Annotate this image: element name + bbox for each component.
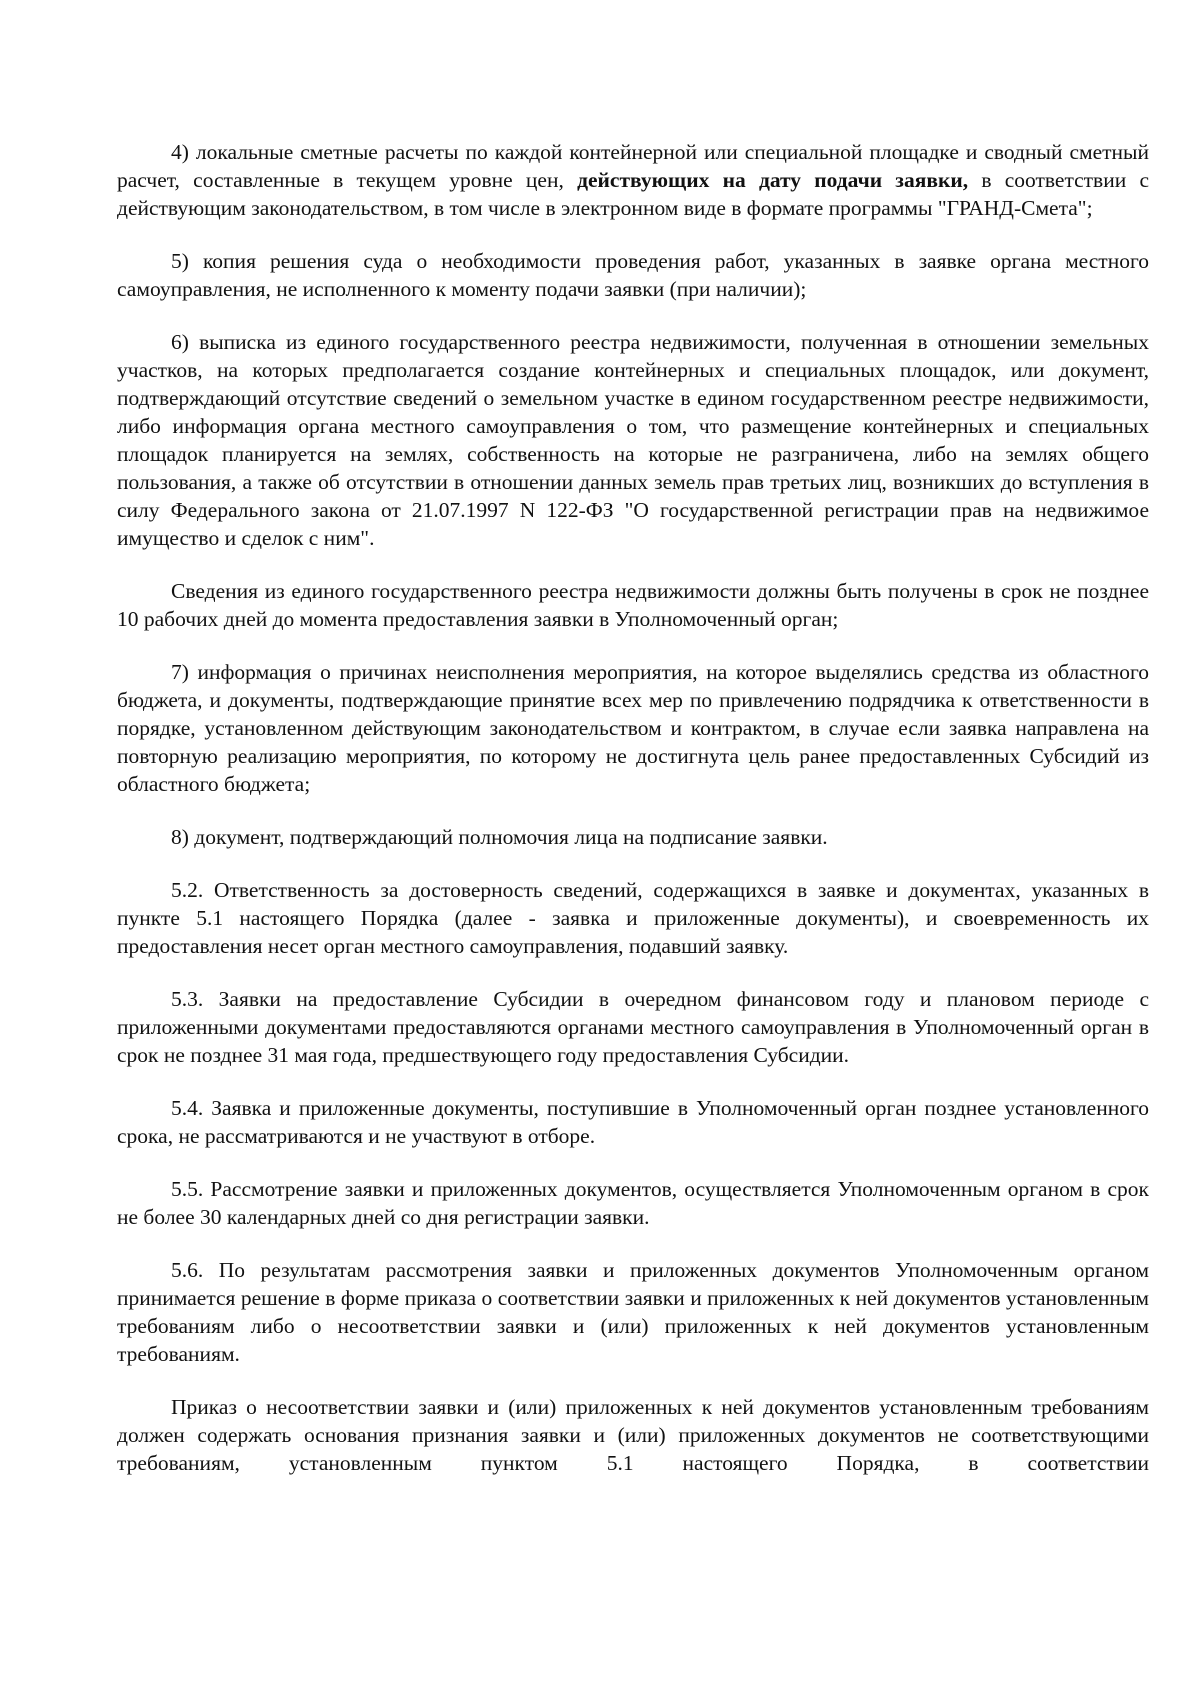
item-4-text-end: в соответствии с действующим законодательством, в том числе в электронном виде в формате программы "ГРАНД-Смета"; [117,168,1149,220]
item-4-bold-phrase: действующих на дату подачи заявки, [577,168,969,192]
paragraph-item-6: 6) выписка из единого государственного реестра недвижимости, полученная в отношении земельных участков, на которых предполагается создание контейнерных и специальных площадок, или документ, подтверждающий отсутствие сведений о земельном участке в едином государственном реестре недвижимости, либо информация органа местного самоуправления о том, что размещение контейнерных и специальных площадок планируется на землях, собственность на которые не разграничена, либо на землях общего пользования, а также об отсутствии в отношении данных земель прав третьих лиц, возникших до вступления в силу Федерального закона от 21.07.1997 N 122-ФЗ "О государственной регистрации прав на недвижимое имущество и сделок с ним". [117,330,1149,550]
paragraph-order-nonconformity: Приказ о несоответствии заявки и (или) приложенных к ней документов установленным требованиям должен содержать основания признания заявки и (или) приложенных документов не соответствующими требованиям, установленным пунктом 5.1 настоящего Порядка, в соответствии [117,1395,1149,1475]
paragraph-item-8: 8) документ, подтверждающий полномочия лица на подписание заявки. [171,825,828,849]
paragraph-egrn-note: Сведения из единого государственного реестра недвижимости должны быть получены в срок не позднее 10 рабочих дней до момента предоставления заявки в Уполномоченный орган; [117,579,1149,631]
paragraph-section-5-2: 5.2. Ответственность за достоверность сведений, содержащихся в заявке и документах, указанных в пункте 5.1 настоящего Порядка (далее - заявка и приложенные документы), и своевременность их предоставления несет орган местного самоуправления, подавший заявку. [117,878,1149,958]
paragraph-section-5-3: 5.3. Заявки на предоставление Субсидии в очередном финансовом году и плановом периоде с приложенными документами предоставляются органами местного самоуправления в Уполномоченный орган в срок не позднее 31 мая года, предшествующего году предоставления Субсидии. [117,987,1149,1067]
paragraph-section-5-6: 5.6. По результатам рассмотрения заявки и приложенных документов Уполномоченным органом принимается решение в форме приказа о соответствии заявки и приложенных к ней документов установленным требованиям либо о несоответствии заявки и (или) приложенных к ней документов установленным требованиям. [117,1258,1149,1366]
paragraph-item-5: 5) копия решения суда о необходимости проведения работ, указанных в заявке органа местного самоуправления, не исполненного к моменту подачи заявки (при наличии); [117,249,1149,301]
document-page [117,138,1149,1477]
paragraph-section-5-5: 5.5. Рассмотрение заявки и приложенных документов, осуществляется Уполномоченным органом в срок не более 30 календарных дней со дня регистрации заявки. [117,1177,1149,1229]
paragraph-section-5-4: 5.4. Заявка и приложенные документы, поступившие в Уполномоченный орган позднее установленного срока, не рассматриваются и не участвуют в отборе. [117,1096,1149,1148]
item-4-text-start: 4) локальные сметные расчеты по каждой контейнерной или специальной площадке и сводный сметный расчет, составленные в текущем уровне цен, [117,140,1149,192]
paragraph-item-4 [117,138,1149,222]
paragraph-item-7: 7) информация о причинах неисполнения мероприятия, на которое выделялись средства из областного бюджета, и документы, подтверждающие принятие всех мер по привлечению подрядчика к ответственности в порядке, установленном действующим законодательством и контрактом, в случае если заявка направлена на повторную реализацию мероприятия, по которому не достигнута цель ранее предоставленных Субсидий из областного бюджета; [117,660,1149,796]
